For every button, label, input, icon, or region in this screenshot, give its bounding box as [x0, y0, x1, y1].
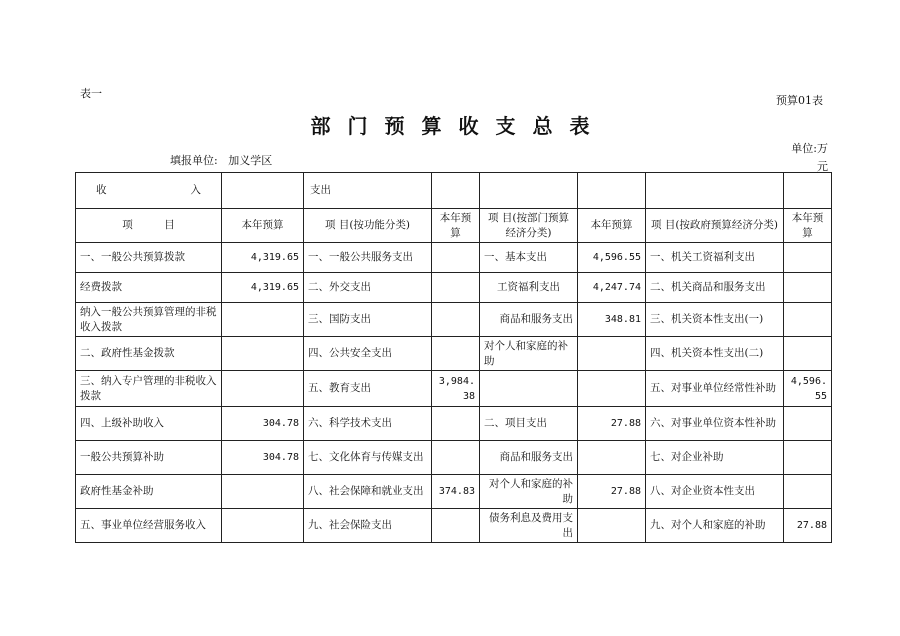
col-dept-item: 项 目(按部门预算经济分类): [480, 209, 578, 243]
gov-item: 五、对事业单位经常性补助: [646, 371, 784, 407]
dept-amount: 348.81: [578, 303, 646, 337]
dept-item: 商品和服务支出: [480, 441, 578, 475]
gov-amount: [784, 475, 832, 509]
func-item: 一、一般公共服务支出: [304, 243, 432, 273]
table-row: [76, 475, 832, 509]
dept-amount: 4,596.55: [578, 243, 646, 273]
empty-cell: [480, 173, 578, 209]
dept-amount: 4,247.74: [578, 273, 646, 303]
income-amount: [222, 371, 304, 407]
empty-cell: [784, 173, 832, 209]
gov-item: 六、对事业单位资本性补助: [646, 407, 784, 441]
func-item: 二、外交支出: [304, 273, 432, 303]
col-func-budget: 本年预算: [432, 209, 480, 243]
form-code: 预算01表: [776, 94, 823, 107]
income-amount: [222, 475, 304, 509]
income-amount: 4,319.65: [222, 273, 304, 303]
gov-amount: [784, 243, 832, 273]
income-amount: 4,319.65: [222, 243, 304, 273]
dept-amount: 27.88: [578, 407, 646, 441]
gov-amount: [784, 303, 832, 337]
gov-item: 八、对企业资本性支出: [646, 475, 784, 509]
table-row: [76, 441, 832, 475]
dept-item: 一、基本支出: [480, 243, 578, 273]
dept-item: 工资福利支出: [480, 273, 578, 303]
table-row: [76, 509, 832, 543]
func-amount: [432, 337, 480, 371]
empty-cell: [646, 173, 784, 209]
gov-item: 七、对企业补助: [646, 441, 784, 475]
section-header-row: [76, 173, 832, 209]
col-budget: 本年预算: [222, 209, 304, 243]
func-amount: [432, 407, 480, 441]
gov-amount: 27.88: [784, 509, 832, 543]
empty-cell: [578, 173, 646, 209]
dept-amount: [578, 337, 646, 371]
func-amount: 3,984.38: [432, 371, 480, 407]
income-item: 纳入一般公共预算管理的非税收入拨款: [76, 303, 222, 337]
income-amount: [222, 303, 304, 337]
dept-amount: [578, 371, 646, 407]
func-item: 三、国防支出: [304, 303, 432, 337]
col-gov-item: 项 目(按政府预算经济分类): [646, 209, 784, 243]
col-gov-budget: 本年预算: [784, 209, 832, 243]
gov-item: 三、机关资本性支出(一): [646, 303, 784, 337]
fill-unit-label: 填报单位:: [170, 154, 218, 167]
empty-cell: [222, 173, 304, 209]
func-amount: 374.83: [432, 475, 480, 509]
income-item: 四、上级补助收入: [76, 407, 222, 441]
gov-amount: 4,596.55: [784, 371, 832, 407]
dept-amount: 27.88: [578, 475, 646, 509]
func-item: 五、教育支出: [304, 371, 432, 407]
income-item: 二、政府性基金拨款: [76, 337, 222, 371]
income-item: 一般公共预算补助: [76, 441, 222, 475]
gov-item: 一、机关工资福利支出: [646, 243, 784, 273]
table-row: [76, 371, 832, 407]
budget-summary-table: [75, 172, 832, 543]
column-header-row: [76, 209, 832, 243]
gov-item: 九、对个人和家庭的补助: [646, 509, 784, 543]
col-func-item: 项 目(按功能分类): [304, 209, 432, 243]
gov-amount: [784, 273, 832, 303]
income-item: 五、事业单位经营服务收入: [76, 509, 222, 543]
expense-header: 支出: [304, 173, 432, 209]
income-item: 一、一般公共预算拨款: [76, 243, 222, 273]
dept-item: 二、项目支出: [480, 407, 578, 441]
empty-cell: [432, 173, 480, 209]
income-amount: [222, 337, 304, 371]
col-item: 项 目: [76, 209, 222, 243]
col-dept-budget: 本年预算: [578, 209, 646, 243]
table-row: [76, 243, 832, 273]
dept-amount: [578, 441, 646, 475]
func-item: 九、社会保险支出: [304, 509, 432, 543]
dept-item: [480, 371, 578, 407]
money-unit: 单位:万元: [791, 142, 828, 173]
gov-amount: [784, 441, 832, 475]
func-item: 六、科学技术支出: [304, 407, 432, 441]
func-amount: [432, 509, 480, 543]
gov-amount: [784, 337, 832, 371]
func-amount: [432, 441, 480, 475]
table-row: [76, 273, 832, 303]
income-header: 收 入: [76, 173, 222, 209]
gov-item: 二、机关商品和服务支出: [646, 273, 784, 303]
dept-item: 商品和服务支出: [480, 303, 578, 337]
dept-amount: [578, 509, 646, 543]
dept-item: 债务利息及费用支出: [480, 509, 578, 543]
func-amount: [432, 273, 480, 303]
income-item: 三、纳入专户管理的非税收入拨款: [76, 371, 222, 407]
func-amount: [432, 243, 480, 273]
table-row: [76, 337, 832, 371]
income-item: 政府性基金补助: [76, 475, 222, 509]
func-item: 八、社会保障和就业支出: [304, 475, 432, 509]
gov-amount: [784, 407, 832, 441]
func-amount: [432, 303, 480, 337]
table-row: [76, 303, 832, 337]
income-amount: [222, 509, 304, 543]
dept-item: 对个人和家庭的补助: [480, 337, 578, 371]
page-title: 部门预算收支总表: [310, 114, 607, 138]
income-amount: 304.78: [222, 441, 304, 475]
gov-item: 四、机关资本性支出(二): [646, 337, 784, 371]
income-amount: 304.78: [222, 407, 304, 441]
fill-unit: [170, 152, 272, 168]
fill-unit-value: 加义学区: [228, 154, 273, 167]
func-item: 四、公共安全支出: [304, 337, 432, 371]
table-label: 表一: [80, 87, 102, 100]
table-row: [76, 407, 832, 441]
income-item: 经费拨款: [76, 273, 222, 303]
func-item: 七、文化体育与传媒支出: [304, 441, 432, 475]
dept-item: 对个人和家庭的补助: [480, 475, 578, 509]
